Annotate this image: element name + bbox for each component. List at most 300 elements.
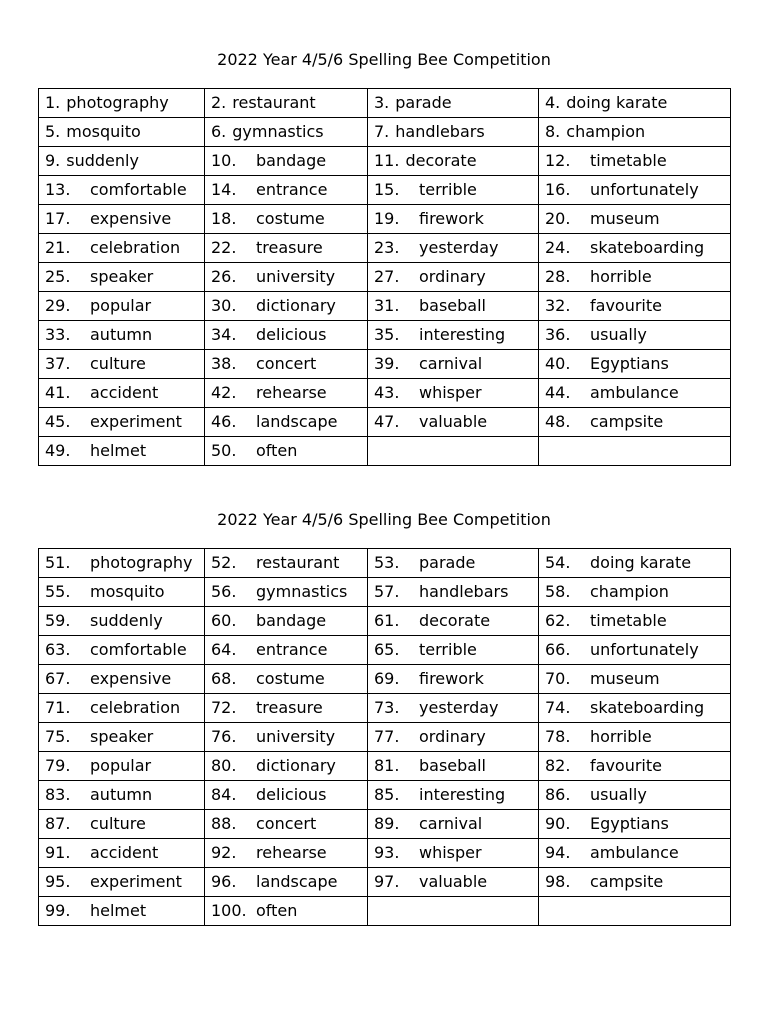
- word-cell: [39, 868, 205, 897]
- word-number: 20.: [545, 209, 571, 228]
- spelling-word: terrible: [419, 640, 477, 659]
- word-cell: [39, 549, 205, 578]
- spelling-word: costume: [256, 209, 325, 228]
- word-cell: [39, 408, 205, 437]
- word-cell: [39, 292, 205, 321]
- spelling-word: Egyptians: [590, 814, 669, 833]
- spelling-word: often: [256, 441, 298, 460]
- word-cell: [205, 897, 368, 926]
- spelling-word: favourite: [590, 296, 662, 315]
- spelling-word: suddenly: [66, 151, 139, 170]
- word-number: 67.: [45, 669, 71, 688]
- word-number: 62.: [545, 611, 571, 630]
- word-cell: [539, 234, 731, 263]
- word-cell: [39, 607, 205, 636]
- word-number: 55.: [45, 582, 71, 601]
- word-cell: [39, 723, 205, 752]
- word-number: 58.: [545, 582, 571, 601]
- word-cell: [205, 636, 368, 665]
- spelling-word: parade: [419, 553, 476, 572]
- table-row: [39, 408, 731, 437]
- word-number: 72.: [211, 698, 237, 717]
- word-number: 31.: [374, 296, 400, 315]
- table-row: [39, 549, 731, 578]
- word-cell: [205, 205, 368, 234]
- word-number: 35.: [374, 325, 400, 344]
- word-cell: [539, 350, 731, 379]
- word-cell: [368, 549, 539, 578]
- word-cell: [39, 205, 205, 234]
- word-number: 30.: [211, 296, 237, 315]
- word-cell: [368, 379, 539, 408]
- word-cell: [39, 839, 205, 868]
- spelling-word: favourite: [590, 756, 662, 775]
- spelling-word: baseball: [419, 296, 486, 315]
- spelling-word: delicious: [256, 785, 327, 804]
- word-number: 25.: [45, 267, 71, 286]
- word-number: 61.: [374, 611, 400, 630]
- spelling-word: handlebars: [419, 582, 509, 601]
- spelling-word: culture: [90, 354, 146, 373]
- word-cell: [205, 89, 368, 118]
- table-row: [39, 437, 731, 466]
- spelling-word: celebration: [90, 698, 181, 717]
- word-number: 44.: [545, 383, 571, 402]
- spelling-word: ordinary: [419, 267, 486, 286]
- word-cell: [368, 234, 539, 263]
- table-row: [39, 89, 731, 118]
- spelling-word: culture: [90, 814, 146, 833]
- table-row: [39, 205, 731, 234]
- spelling-word: popular: [90, 756, 152, 775]
- spelling-word: experiment: [90, 872, 182, 891]
- word-cell: [368, 578, 539, 607]
- word-cell: [539, 176, 731, 205]
- word-cell: [205, 408, 368, 437]
- word-number: 69.: [374, 669, 400, 688]
- word-cell: [539, 263, 731, 292]
- word-number: 50.: [211, 441, 237, 460]
- word-number: 68.: [211, 669, 237, 688]
- word-cell: [368, 636, 539, 665]
- word-number: 2.: [211, 93, 227, 112]
- word-number: 87.: [45, 814, 71, 833]
- word-cell: [205, 147, 368, 176]
- word-number: 21.: [45, 238, 71, 257]
- spelling-word: baseball: [419, 756, 486, 775]
- word-cell: [39, 897, 205, 926]
- word-cell: [368, 810, 539, 839]
- word-number: 76.: [211, 727, 237, 746]
- word-number: 70.: [545, 669, 571, 688]
- word-cell: [205, 263, 368, 292]
- word-cell: [39, 781, 205, 810]
- word-number: 8.: [545, 122, 561, 141]
- word-number: 1.: [45, 93, 61, 112]
- word-number: 89.: [374, 814, 400, 833]
- word-cell: [539, 408, 731, 437]
- table-row: [39, 176, 731, 205]
- word-cell: [368, 176, 539, 205]
- table-row: [39, 781, 731, 810]
- word-number: 3.: [374, 93, 390, 112]
- spelling-word: mosquito: [66, 122, 141, 141]
- word-cell: [39, 636, 205, 665]
- table-row: [39, 234, 731, 263]
- word-number: 40.: [545, 354, 571, 373]
- spelling-word: experiment: [90, 412, 182, 431]
- word-cell: [368, 350, 539, 379]
- word-number: 4.: [545, 93, 561, 112]
- table-row: [39, 839, 731, 868]
- word-number: 41.: [45, 383, 71, 402]
- word-number: 63.: [45, 640, 71, 659]
- word-cell: [539, 321, 731, 350]
- word-cell: [368, 723, 539, 752]
- spelling-word: comfortable: [90, 180, 187, 199]
- word-number: 81.: [374, 756, 400, 775]
- word-cell: [205, 810, 368, 839]
- spelling-word: landscape: [256, 872, 338, 891]
- word-number: 49.: [45, 441, 71, 460]
- word-cell: [368, 607, 539, 636]
- word-number: 48.: [545, 412, 571, 431]
- word-cell: [539, 694, 731, 723]
- spelling-word: dictionary: [256, 756, 336, 775]
- word-number: 16.: [545, 180, 571, 199]
- spelling-word: museum: [590, 209, 660, 228]
- word-number: 18.: [211, 209, 237, 228]
- word-number: 93.: [374, 843, 400, 862]
- word-number: 42.: [211, 383, 237, 402]
- spelling-word: doing karate: [566, 93, 668, 112]
- spelling-word: helmet: [90, 441, 147, 460]
- word-cell: [539, 578, 731, 607]
- spelling-word: campsite: [590, 412, 664, 431]
- word-cell: [39, 578, 205, 607]
- word-number: 51.: [45, 553, 71, 572]
- table-row: [39, 723, 731, 752]
- spelling-word: university: [256, 267, 336, 286]
- word-number: 66.: [545, 640, 571, 659]
- word-cell: [205, 723, 368, 752]
- spelling-word: costume: [256, 669, 325, 688]
- word-cell: [368, 868, 539, 897]
- word-cell: [539, 147, 731, 176]
- word-number: 79.: [45, 756, 71, 775]
- table-row: [39, 636, 731, 665]
- word-number: 86.: [545, 785, 571, 804]
- word-cell: [39, 263, 205, 292]
- spelling-word: usually: [590, 785, 647, 804]
- word-number: 91.: [45, 843, 71, 862]
- spelling-word: ambulance: [590, 843, 679, 862]
- word-cell: [539, 665, 731, 694]
- word-cell: [539, 205, 731, 234]
- word-number: 12.: [545, 151, 571, 170]
- table-row: [39, 350, 731, 379]
- spelling-word: often: [256, 901, 298, 920]
- word-number: 23.: [374, 238, 400, 257]
- word-cell: [539, 379, 731, 408]
- spelling-word: dictionary: [256, 296, 336, 315]
- spelling-word: treasure: [256, 238, 323, 257]
- spelling-word: autumn: [90, 325, 153, 344]
- word-cell: [205, 350, 368, 379]
- word-number: 77.: [374, 727, 400, 746]
- word-cell: [368, 263, 539, 292]
- spelling-word: accident: [90, 843, 159, 862]
- word-number: 100.: [211, 901, 247, 920]
- spelling-word: doing karate: [590, 553, 692, 572]
- spelling-word: campsite: [590, 872, 664, 891]
- word-cell: [539, 549, 731, 578]
- spelling-word: bandage: [256, 611, 327, 630]
- word-number: 59.: [45, 611, 71, 630]
- word-cell: [205, 694, 368, 723]
- word-cell: [539, 636, 731, 665]
- spelling-word: firework: [419, 209, 484, 228]
- table-row: [39, 665, 731, 694]
- spelling-word: restaurant: [232, 93, 316, 112]
- word-number: 85.: [374, 785, 400, 804]
- word-cell: [39, 694, 205, 723]
- word-number: 78.: [545, 727, 571, 746]
- spelling-word: decorate: [419, 611, 491, 630]
- word-number: 28.: [545, 267, 571, 286]
- spelling-word: whisper: [419, 843, 482, 862]
- word-cell: [539, 868, 731, 897]
- word-cell: [368, 665, 539, 694]
- spelling-word: gymnastics: [256, 582, 348, 601]
- word-number: 90.: [545, 814, 571, 833]
- spelling-word: carnival: [419, 354, 483, 373]
- word-cell: [39, 350, 205, 379]
- word-number: 52.: [211, 553, 237, 572]
- spelling-word: rehearse: [256, 843, 327, 862]
- spelling-word: entrance: [256, 180, 328, 199]
- word-cell: [39, 810, 205, 839]
- word-cell: [539, 839, 731, 868]
- spelling-word: restaurant: [256, 553, 340, 572]
- spelling-word: terrible: [419, 180, 477, 199]
- word-number: 27.: [374, 267, 400, 286]
- word-cell: [205, 781, 368, 810]
- spelling-word: interesting: [419, 325, 506, 344]
- word-number: 14.: [211, 180, 237, 199]
- spelling-word: entrance: [256, 640, 328, 659]
- spelling-word: delicious: [256, 325, 327, 344]
- spelling-word: popular: [90, 296, 152, 315]
- word-number: 65.: [374, 640, 400, 659]
- spelling-word: treasure: [256, 698, 323, 717]
- spelling-word: unfortunately: [590, 640, 699, 659]
- spelling-word: expensive: [90, 209, 172, 228]
- spelling-word: museum: [590, 669, 660, 688]
- spelling-word: mosquito: [90, 582, 165, 601]
- word-cell: [205, 868, 368, 897]
- spelling-word: landscape: [256, 412, 338, 431]
- word-number: 45.: [45, 412, 71, 431]
- word-number: 22.: [211, 238, 237, 257]
- word-number: 83.: [45, 785, 71, 804]
- word-cell: [368, 839, 539, 868]
- word-cell: [205, 234, 368, 263]
- word-number: 43.: [374, 383, 400, 402]
- word-cell: [539, 292, 731, 321]
- word-cell: [39, 665, 205, 694]
- spelling-word: Egyptians: [590, 354, 669, 373]
- word-cell: [39, 89, 205, 118]
- spelling-word: timetable: [590, 151, 667, 170]
- word-cell: [539, 752, 731, 781]
- word-cell: [368, 781, 539, 810]
- word-number: 37.: [45, 354, 71, 373]
- word-number: 39.: [374, 354, 400, 373]
- spelling-word: autumn: [90, 785, 153, 804]
- word-number: 6.: [211, 122, 227, 141]
- spelling-word: celebration: [90, 238, 181, 257]
- spelling-word: comfortable: [90, 640, 187, 659]
- spelling-word: valuable: [419, 412, 488, 431]
- spelling-word: champion: [566, 122, 646, 141]
- word-cell: [368, 205, 539, 234]
- spelling-word: parade: [395, 93, 452, 112]
- word-number: 15.: [374, 180, 400, 199]
- word-cell: [39, 118, 205, 147]
- word-number: 95.: [45, 872, 71, 891]
- word-number: 10.: [211, 151, 237, 170]
- word-number: 84.: [211, 785, 237, 804]
- spelling-word: horrible: [590, 727, 652, 746]
- page-title-2: 2022 Year 4/5/6 Spelling Bee Competition: [217, 510, 551, 529]
- page-title-1: 2022 Year 4/5/6 Spelling Bee Competition: [217, 50, 551, 69]
- spelling-word: interesting: [419, 785, 506, 804]
- word-cell: [368, 437, 539, 466]
- table-row: [39, 752, 731, 781]
- word-number: 71.: [45, 698, 71, 717]
- spelling-word: firework: [419, 669, 484, 688]
- word-number: 80.: [211, 756, 237, 775]
- word-cell: [539, 118, 731, 147]
- table-row: [39, 607, 731, 636]
- spelling-word: timetable: [590, 611, 667, 630]
- word-cell: [39, 437, 205, 466]
- word-number: 60.: [211, 611, 237, 630]
- word-number: 92.: [211, 843, 237, 862]
- table-row: [39, 292, 731, 321]
- spelling-word: ordinary: [419, 727, 486, 746]
- table-row: [39, 868, 731, 897]
- word-cell: [539, 607, 731, 636]
- word-number: 54.: [545, 553, 571, 572]
- word-cell: [205, 665, 368, 694]
- word-cell: [205, 549, 368, 578]
- word-cell: [368, 89, 539, 118]
- spelling-word: ambulance: [590, 383, 679, 402]
- word-cell: [205, 607, 368, 636]
- word-number: 88.: [211, 814, 237, 833]
- word-cell: [205, 839, 368, 868]
- word-number: 34.: [211, 325, 237, 344]
- word-cell: [39, 379, 205, 408]
- word-number: 7.: [374, 122, 390, 141]
- word-cell: [368, 292, 539, 321]
- word-number: 32.: [545, 296, 571, 315]
- spelling-word: gymnastics: [232, 122, 324, 141]
- spelling-word: carnival: [419, 814, 483, 833]
- spelling-word: expensive: [90, 669, 172, 688]
- table-row: [39, 263, 731, 292]
- word-cell: [39, 321, 205, 350]
- word-number: 96.: [211, 872, 237, 891]
- word-number: 57.: [374, 582, 400, 601]
- word-number: 73.: [374, 698, 400, 717]
- word-cell: [368, 118, 539, 147]
- spelling-word: usually: [590, 325, 647, 344]
- word-number: 97.: [374, 872, 400, 891]
- table-row: [39, 694, 731, 723]
- word-number: 74.: [545, 698, 571, 717]
- word-number: 24.: [545, 238, 571, 257]
- table-row: [39, 321, 731, 350]
- spelling-word: speaker: [90, 267, 154, 286]
- word-cell: [368, 147, 539, 176]
- spelling-word-table-1: [38, 88, 731, 466]
- word-number: 5.: [45, 122, 61, 141]
- spelling-word: suddenly: [90, 611, 163, 630]
- word-number: 33.: [45, 325, 71, 344]
- spelling-word: university: [256, 727, 336, 746]
- spelling-word: accident: [90, 383, 159, 402]
- word-number: 17.: [45, 209, 71, 228]
- word-number: 98.: [545, 872, 571, 891]
- word-number: 19.: [374, 209, 400, 228]
- word-cell: [539, 723, 731, 752]
- word-cell: [368, 752, 539, 781]
- spelling-word: champion: [590, 582, 669, 601]
- spelling-word: horrible: [590, 267, 652, 286]
- spelling-word: speaker: [90, 727, 154, 746]
- spelling-word: photography: [66, 93, 169, 112]
- word-number: 11.: [374, 151, 400, 170]
- word-cell: [205, 578, 368, 607]
- spelling-word: skateboarding: [590, 238, 705, 257]
- word-cell: [205, 437, 368, 466]
- spelling-word: yesterday: [419, 698, 499, 717]
- word-cell: [39, 147, 205, 176]
- spelling-word: yesterday: [419, 238, 499, 257]
- word-number: 99.: [45, 901, 71, 920]
- word-number: 64.: [211, 640, 237, 659]
- spelling-word: photography: [90, 553, 193, 572]
- word-cell: [368, 897, 539, 926]
- word-cell: [368, 408, 539, 437]
- spelling-word: handlebars: [395, 122, 485, 141]
- word-number: 29.: [45, 296, 71, 315]
- word-number: 94.: [545, 843, 571, 862]
- word-number: 82.: [545, 756, 571, 775]
- word-cell: [205, 176, 368, 205]
- word-number: 46.: [211, 412, 237, 431]
- word-cell: [205, 379, 368, 408]
- word-cell: [205, 321, 368, 350]
- spelling-word: concert: [256, 814, 317, 833]
- word-number: 13.: [45, 180, 71, 199]
- word-cell: [539, 89, 731, 118]
- word-number: 53.: [374, 553, 400, 572]
- spelling-word: rehearse: [256, 383, 327, 402]
